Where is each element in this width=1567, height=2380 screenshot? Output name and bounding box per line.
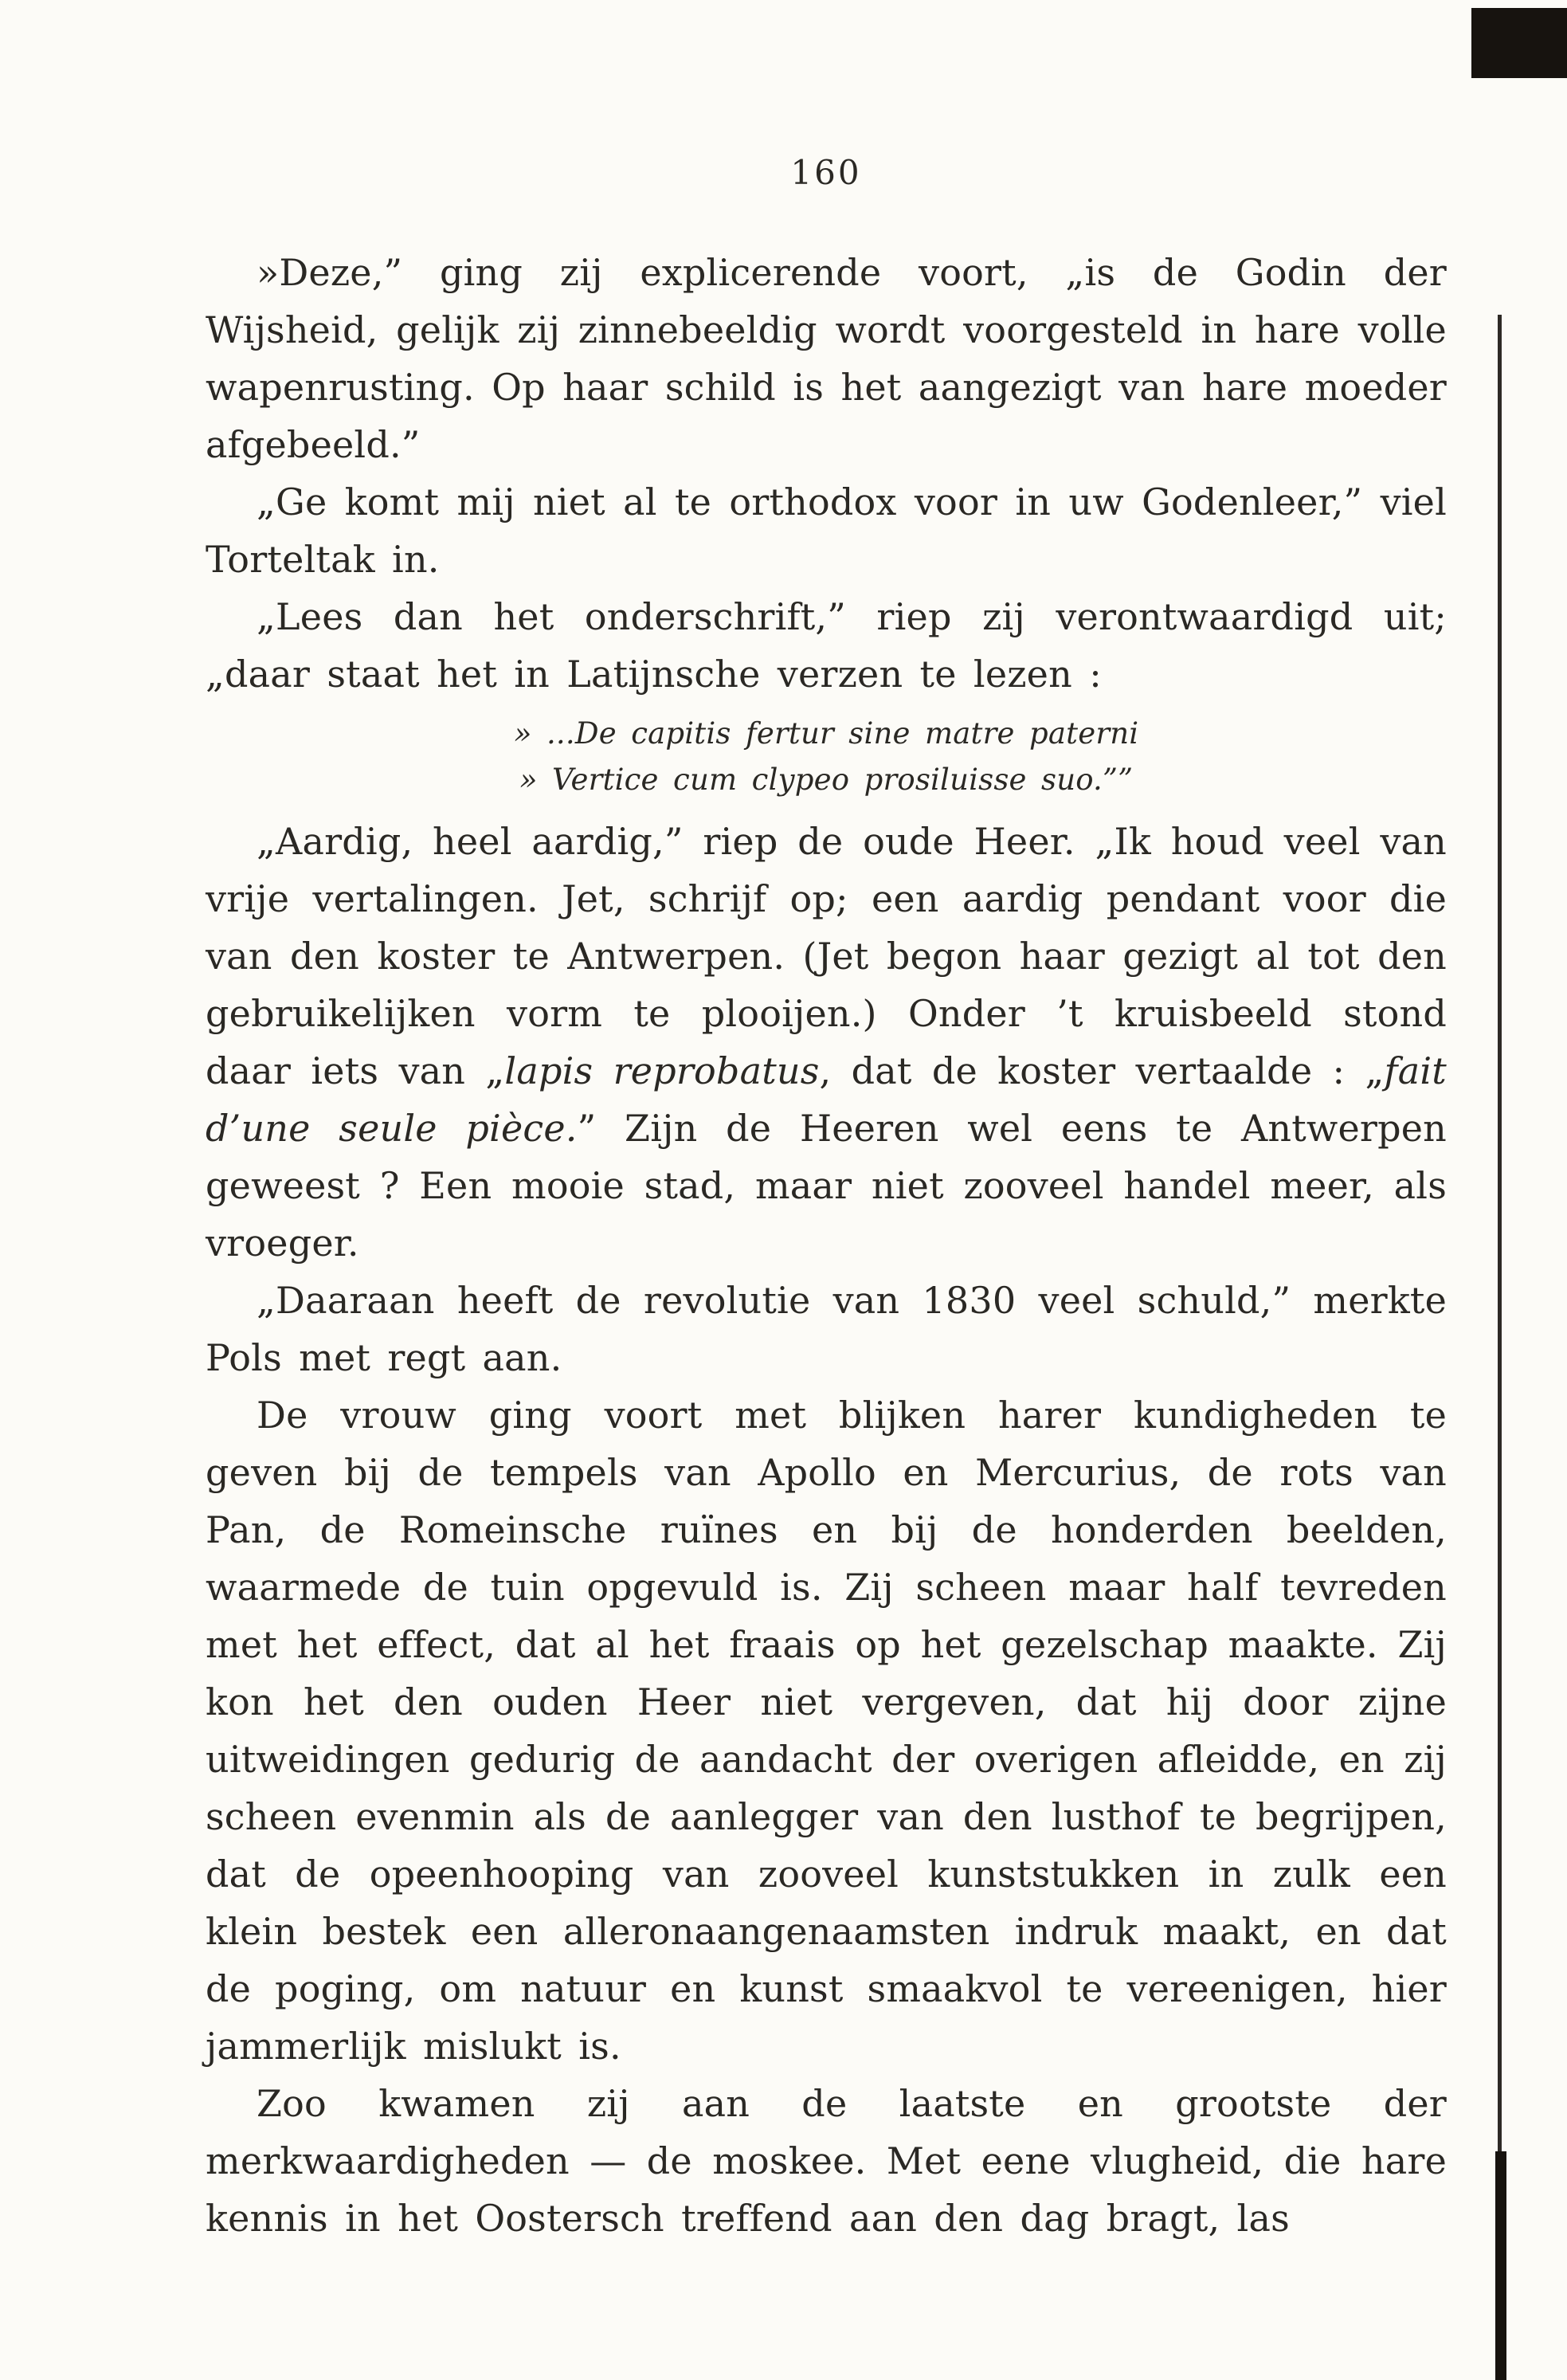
paragraph-4 — [206, 813, 1447, 1272]
verse-line-1: » ...De capitis fertur sine matre paterni — [513, 716, 1139, 751]
paragraph-6: De vrouw ging voort met blijken harer kundigheden te geven bij de tempels van Apollo en Mercurius, de rots van Pan, de Romeinsche ruïnes en bij de honderden beelden, waarmede de tuin opgevuld is. Zij scheen maar half tevreden met het effect, dat al het fraais op het gezelschap maakte. Zij kon het den ouden Heer niet vergeven, dat hij door zijne uitweidingen gedurig de aandacht der overigen afleidde, en zij scheen evenmin als de aanlegger van den lusthof te begrijpen, dat de opeenhooping van zooveel kunststukken in zulk een klein bestek een alleronaangenaamsten indruk maakt, en dat de poging, om natuur en kunst smaakvol te vereenigen, hier jammerlijk mislukt is. — [206, 1394, 1447, 2068]
page-text — [206, 244, 1447, 2247]
paragraph-2: „Ge komt mij niet al te orthodox voor in uw Godenleer,” viel Torteltak in. — [206, 480, 1447, 581]
page-number: 160 — [790, 153, 862, 192]
verse-line-2: » Vertice cum clypeo prosiluisse suo.”” — [519, 763, 1134, 797]
italic-phrase-latin: lapis reprobatus — [504, 1049, 820, 1092]
paragraph-7: Zoo kwamen zij aan de laatste en grootste der merkwaardigheden — de moskee. Met eene vlugheid, die hare kennis in het Oostersch treffend aan den dag bragt, las — [206, 2082, 1447, 2240]
paragraph-1: »Deze,” ging zij explicerende voort, „is de Godin der Wijsheid, gelijk zij zinnebeeldig wordt voorgesteld in hare volle wapenrusting. Op haar schild is het aangezigt van hare moeder afgebeeld.” — [206, 251, 1447, 466]
scan-artifact-edge-line — [1498, 315, 1502, 2155]
paragraph-4-text-b: , dat de koster vertaalde : „ — [819, 1049, 1385, 1092]
latin-verse — [206, 711, 1447, 803]
scan-artifact-edge-bar — [1495, 2151, 1506, 2380]
paragraph-5: „Daaraan heeft de revolutie van 1830 veel schuld,” merkte Pols met regt aan. — [206, 1279, 1447, 1379]
paragraph-4-text-a: „Aardig, heel aardig,” riep de oude Heer. „Ik houd veel van vrije vertalingen. Jet, schrijf op; een aardig pendant voor die van den koster te Antwerpen. (Jet begon haar gezigt al tot den gebruikelijken vorm te plooijen.) Onder ’t kruisbeeld stond daar iets van „ — [206, 820, 1447, 1092]
scan-artifact-corner — [1471, 8, 1567, 78]
paragraph-3: „Lees dan het onderschrift,” riep zij verontwaardigd uit; „daar staat het in Latijnsche verzen te lezen : — [206, 595, 1447, 696]
italic-phrase-french: fait d’une seule pièce. — [206, 1049, 1447, 1150]
paragraph-4-text-c: ” Zijn de Heeren wel eens te Antwerpen geweest ? Een mooie stad, maar niet zooveel handel meer, als vroeger. — [206, 1107, 1447, 1264]
